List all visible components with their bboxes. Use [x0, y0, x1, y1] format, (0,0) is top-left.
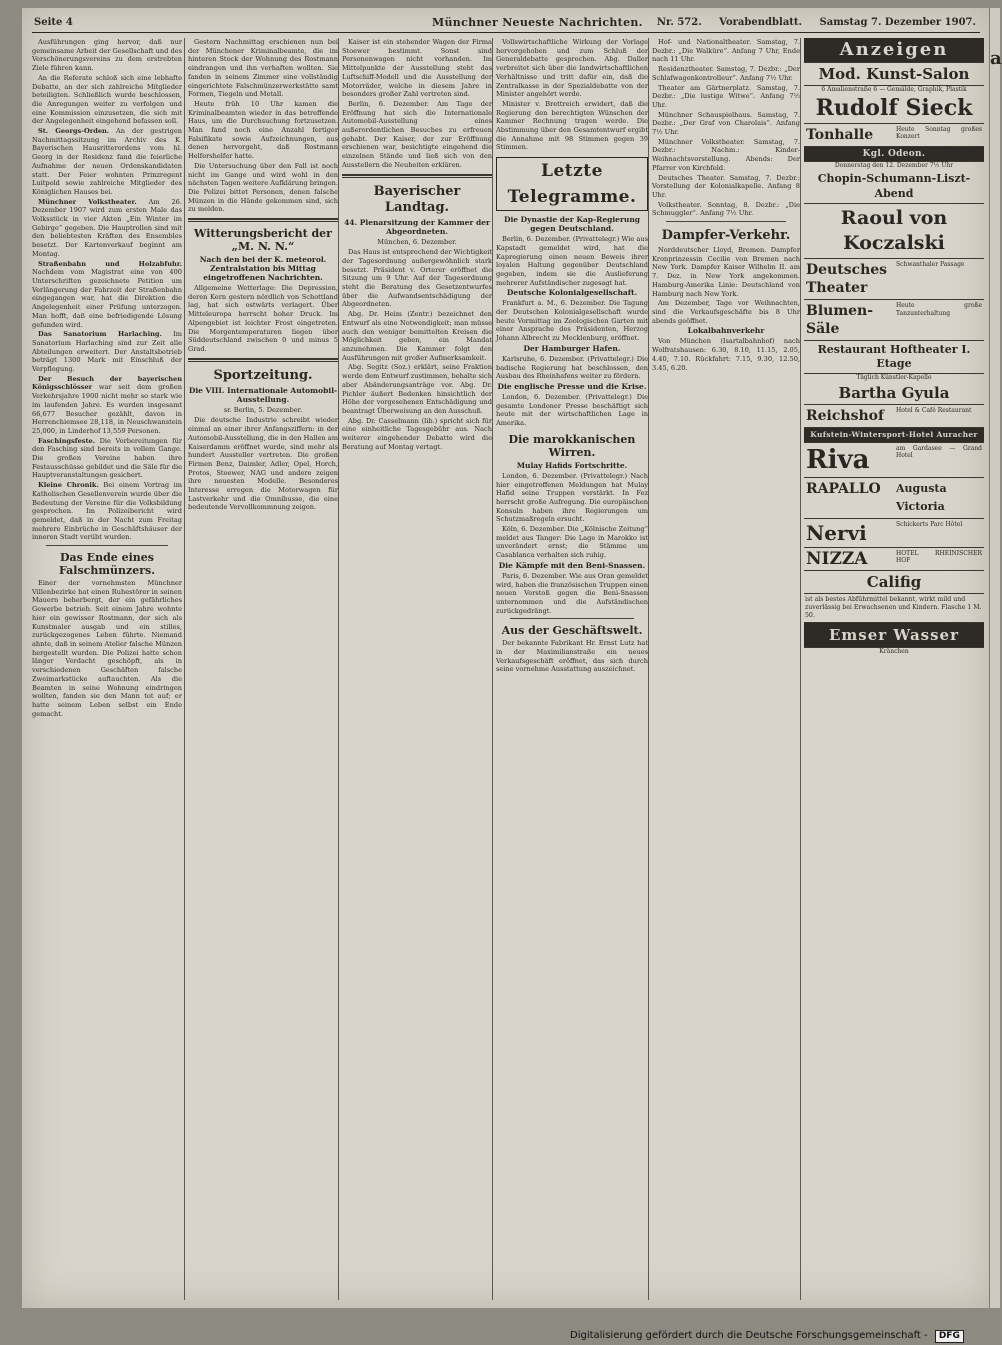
ad-reichshof: Reichshof Hotel & Café Restaurant: [804, 405, 984, 428]
article-text: Einer der vornehmsten Münchner Villenbezirke hat einen Ruhestörer in seinen Mauern beherbergt, der ein gefährliches Gewerbe betrieb. Seit einem Jahre wohnte hier ein gewisser Rostmann, der sich als Kunstmaler ausgab und ein stilles, zurückgezogenes Leben führte. Niemand ahnte, daß in seinem Atelier falsche Münzen hergestellt wurden. Die Polizei hatte schon länger Verdacht geschöpft, als in verschiedenen Geschäften falsche Zweimarkstücke auftauchten. Als die Beamten in seine Wohnung eindringen wollten, fanden sie den Mann tot auf; er hatte seinem Leben selbst ein Ende gemacht.: [32, 579, 182, 718]
newspaper-title: Münchner Neueste Nachrichten.: [432, 16, 643, 29]
ad-rudolf-sieck: Rudolf Sieck: [804, 94, 984, 124]
ad-nizza: NIZZA HOTEL RHEINISCHER HOF: [806, 548, 982, 569]
column-6-ads: [800, 38, 984, 1300]
article-text: Das Haus ist entsprechend der Wichtigkeit der Tagesordnung außergewöhnlich stark besetzt. Präsident v. Orterer eröffnet die Sitzung um 9 Uhr. Auf der Tagesordnung steht die Beratung des Gesetzentwurfes über die Aufwandsentschädigung der Abgeordneten.: [342, 248, 492, 309]
sport-headline: Sportzeitung.: [213, 367, 313, 383]
article-text: Ausführungen ging hervor, daß nur gemeinsame Arbeit der Gesellschaft und des Verschönerungsvereins zu dem erstrebten Ziele führen kann.: [32, 38, 182, 73]
divider: [46, 545, 168, 546]
digitization-footer: [570, 1330, 964, 1343]
weather-text: Allgemeine Wetterlage: Die Depression, deren Kern gestern nördlich von Schottland lag, hat sich ostwärts verlagert. Über Mitteleuropa herrscht hoher Druck. Im Alpengebiet ist leichter Frost eingetreten. Die Morgentemperaturen liegen über Süddeutschland zwischen 0 und minus 5 Grad.: [188, 284, 338, 353]
article-text: Kleine Chronik. Bei einem Vortrag im Katholischen Gesellenverein wurde über die Bedeutung der Vereine für die Volksbildung gesprochen. Im Polizeibericht wird gemeldet, daß in der Nacht zum Freitag mehrere Einbrüche in Geschäftshäuser der inneren Stadt verübt wurden.: [32, 481, 182, 542]
article-text: Gestern Nachmittag erschienen nun bei der Münchener Kriminalbeamte, die im hinteren Stock der Wohnung des Rostmann eindrangen und ihn verhaften wollten. Sie fanden in seinem Zimmer eine vollständig eingerichtete Falschmünzerwerkstätte samt Formen, Tiegeln und Metall.: [188, 38, 338, 99]
article-text: Minister v. Brettreich erwidert, daß die Regierung den berechtigten Wünschen der Kammer Rechnung tragen werde. Die Abstimmung über den Gesamtentwurf ergibt die Annahme mit 98 Stimmen gegen 39 Stimmen.: [496, 99, 648, 152]
article-text: Heute früh 10 Uhr kamen die Kriminalbeamten wieder in das betreffende Haus, um die Durchsuchung fortzusetzen. Man fand noch eine Anzahl fertiger Falsifikate sowie Aufzeichnungen, aus denen hervorgeht, daß Rostmann Helfershelfer hatte.: [188, 99, 338, 161]
newspaper-page: [22, 8, 990, 1308]
theater-listing: Münchner Volkstheater. Samstag, 7. Dezbr.: Nachm.: Kinder-Weihnachtsvorstellung. Abends: Der Pfarrer von Kirchfeld.: [652, 137, 800, 172]
ads-header: Anzeigen: [804, 38, 984, 63]
ad-emser-sub: Kränchen: [879, 647, 909, 655]
article-text: Die Untersuchung über den Fall ist noch nicht im Gange und wird wohl in den nächsten Tagen weitere Aufklärung bringen. Die Polizei bittet Personen, denen falsche Münzen in die Hände gekommen sind, sich zu melden.: [188, 161, 338, 214]
steamer-headline: Dampfer-Verkehr.: [661, 228, 791, 244]
column-5: [648, 38, 800, 1300]
telegrams-headline: Letzte Telegramme.: [496, 157, 648, 211]
ad-odeon: Kgl. Odeon.: [804, 147, 984, 162]
article-text: Abg. Segitz (Soz.) erklärt, seine Fraktion werde dem Entwurf zustimmen, behalte sich aber Abänderungsanträge vor. Abg. Dr. Pichler äußert Bedenken hinsichtlich der Höhe der vorgesehenen Entschädigung und beantragt Überweisung an den Ausschuß.: [342, 363, 492, 415]
ad-tonhalle: Tonhalle Heute Sonntag großes Konzert: [804, 124, 984, 147]
telegram-subhead: Die englische Presse und die Krise.: [497, 381, 647, 391]
article-text: Abg. Dr. Heim (Zentr.) bezeichnet den Entwurf als eine Notwendigkeit; man müsse auch den weniger bemittelten Kreisen die Möglichkeit geben, ein Mandat anzunehmen. Die Kammer folgt den Ausführungen mit großer Aufmerksamkeit.: [342, 310, 492, 362]
article-text: Berlin, 6. Dezember. Am Tage der Eröffnung hat sich die Internationale Automobil-Ausstellung eines außerordentlichen Besuches zu erfreuen gehabt. Der Kaiser, der zur Eröffnung erschienen war, besichtigte eingehend die einzelnen Stände und ließ sich von den Ausstellern die Neuheiten erklären.: [342, 99, 492, 169]
issue-number: Nr. 572.: [656, 17, 702, 28]
masthead: [32, 14, 980, 33]
footer-text: Digitalisierung gefördert durch die Deutsche Forschungsgemeinschaft -: [570, 1330, 928, 1341]
dfg-logo-icon: DFG: [935, 1330, 964, 1343]
ad-nervi: Nervi Schickerts Parc Hôtel: [804, 519, 984, 548]
divider: [188, 358, 338, 362]
dateline: München, 6. Dezember.: [377, 237, 457, 246]
weather-subhead: Nach den bei der K. meteorol. Zentralstation bis Mittag eingetroffenen Nachrichten.: [199, 255, 327, 283]
edition-label: Vorabendblatt.: [719, 17, 803, 28]
theater-listing: Deutsches Theater. Samstag, 7. Dezbr.: Vorstellung der Kolonialkapelle. Anfang 8 Uhr.: [652, 173, 800, 199]
theater-listing: Residenztheater. Samstag, 7. Dezbr.: „Der Schlafwagenkontrolleur“. Anfang 7½ Uhr.: [652, 65, 800, 82]
page-number: Seite 4: [34, 17, 73, 28]
column-4: [492, 38, 648, 1300]
telegram-text: London, 6. Dezember. (Privattelegr.) Die gesamte Londoner Presse beschäftigt sich heute mit der wirtschaftlichen Lage in Amerika.: [496, 392, 648, 428]
weather-headline: Witterungsbericht der „M. N. N.“: [194, 227, 332, 254]
article-subhead: Der Besuch der bayerischen Königsschlösser: [32, 374, 182, 392]
ad-emser-wasser: Emser Wasser: [804, 623, 984, 648]
sport-subhead: Die VIII. Internationale Automobil-Ausstellung.: [188, 385, 338, 404]
theater-listing: Volkstheater. Sonntag, 8. Dezbr.: „Die Schmuggler“. Anfang 7½ Uhr.: [652, 200, 800, 218]
divider: [188, 218, 338, 222]
article-subhead: Münchner Volkstheater.: [38, 197, 137, 206]
steamer-text: Norddeutscher Lloyd, Bremen. Dampfer Kronprinzessin Cecilie von Bremen nach New York. Dampfer Kaiser Wilhelm II. am 7. Dez. in New York angekommen. Hamburg-Amerika Linie: Deutschland von Hamburg nach New York.: [652, 246, 800, 298]
theater-listing: Hof- und Nationaltheater. Samstag, 7. Dezbr.: „Die Walküre“. Anfang 7 Uhr, Ende nach 11 Uhr.: [652, 38, 800, 64]
issue-info: [643, 17, 976, 28]
ad-deutsches-theater: Deutsches Theater Schwanthaler Passage: [804, 259, 984, 300]
ad-blumen-saele: Blumen-Säle Heute große Tanzunterhaltung: [804, 300, 984, 341]
divider: [510, 618, 634, 619]
notice-text: Am Dezember, Tage vor Weihnachten, sind die Verkaufsgeschäfte bis 8 Uhr abends geöffnet.: [652, 299, 800, 325]
morocco-subhead: Die Kämpfe mit den Beni-Snassen.: [498, 560, 646, 570]
article-text: St. Georgs-Orden. An der gestrigen Nachmittagssitzung im Archiv des K. Bayerischen Hausritterordens vom hl. Georg in der Residenz fand die feierliche Aufnahme der neuen Ordenskandidaten statt. Der Feier wohnten Prinzregent Luitpold sowie zahlreiche Mitglieder des Königlichen Hauses bei.: [32, 127, 182, 196]
ad-odeon-sub: Donnerstag den 12. Dezember 7½ Uhr: [834, 161, 954, 169]
ad-chopin-abend: Chopin-Schumann-Liszt-Abend: [804, 169, 984, 204]
telegram-subhead: Die Dynastie der Kap-Regierung gegen Deutschland.: [503, 215, 641, 234]
morocco-subhead: Mulay Hafids Fortschritte.: [516, 460, 628, 470]
landtag-subhead: 44. Plenarsitzung der Kammer der Abgeordneten.: [344, 217, 490, 236]
article-text: Straßenbahn und Holzabfuhr. Nachdem vom Magistrat eine von 400 Unterschriften gezeichnete Petition um Verlängerung der Fahrzeit der Straßenbahn eingegangen war, hat die Direktion die Angelegenheit einer Prüfung unterzogen. Man hofft, daß eine befriedigende Lösung gefunden wird.: [32, 259, 182, 329]
column-1: [32, 38, 182, 1300]
article-text: Faschingsfeste. Die Vorbereitungen für den Fasching sind bereits in vollem Gange. Die großen Vereine haben ihre Festausschüsse gebildet und die Säle für die Hauptveranstaltungen gesichert.: [32, 436, 182, 480]
ad-kufstein: Kufstein-Wintersport-Hotel Auracher: [804, 428, 984, 443]
article-text: Abg. Dr. Casselmann (lib.) spricht sich für eine einheitliche Tagesgebühr aus. Nach weiterer eingehender Debatte wird die Beratung auf Montag vertagt.: [342, 416, 492, 451]
telegram-text: Köln, 6. Dezember. Die „Kölnische Zeitung“ meldet aus Tanger: Die Lage in Marokko ist unverändert ernst; die Stämme um Casablanca verhalten sich ruhig.: [496, 525, 648, 560]
article-text: Der Besuch der bayerischen Königsschlösser war seit dem großen Verkehrsjahre 1900 nicht mehr so stark wie im laufenden Jahre. Es wurden insgesamt 66,677 Besucher gezählt, davon in Herrenchiemsee 28,118, in Neuschwanstein 25,000, in Linderhof 13,559 Personen.: [32, 374, 182, 435]
ad-califig: Califig: [804, 571, 984, 594]
ad-koczalski: Raoul von Koczalski: [804, 204, 984, 259]
morocco-headline: Die marokkanischen Wirren.: [508, 432, 636, 459]
ad-kunst-salon: Mod. Kunst-Salon: [804, 63, 984, 86]
article-headline: Das Ende eines Falschmünzers.: [58, 551, 156, 578]
telegram-subhead: Der Hamburger Hafen.: [523, 343, 621, 353]
article-text: An die Referate schloß sich eine lebhafte Debatte, an der sich zahlreiche Mitglieder beteiligten. Schließlich wurde beschlossen, die Anregungen weiter zu verfolgen und eine Kommission einzusetzen, die sich mit der Angelegenheit eingehend befassen soll.: [32, 73, 182, 126]
ad-restaurant: Restaurant Hoftheater I. Etage: [804, 341, 984, 374]
article-subhead: Kleine Chronik.: [38, 481, 99, 490]
article-subhead: Das Sanatorium Harlaching.: [38, 330, 162, 339]
landtag-headline: Bayerischer Landtag.: [373, 183, 461, 215]
business-headline: Aus der Geschäftswelt.: [501, 624, 643, 638]
telegram-text: Frankfurt a. M., 6. Dezember. Die Tagung der Deutschen Kolonialgesellschaft wurde heute Vormittag im Zoologischen Garten mit einer Ansprache des Präsidenten, Herzog Johann Albrecht zu Mecklenburg, eröffnet.: [496, 299, 648, 343]
ad-riva: Riva am Gardasee — Grand Hotel: [804, 443, 984, 478]
telegram-text: London, 6. Dezember. (Privattelegr.) Nach hier eingetroffenen Meldungen hat Mulay Hafid seine Truppen verstärkt. In Fez herrscht große Aufregung. Die europäischen Konsuln haben ihre Regierungen um Schutzmaßregeln ersucht.: [496, 471, 648, 524]
ad-bartha-gyula: Bartha Gyula: [804, 382, 984, 405]
article-text: Kaiser ist ein stehender Wagen der Firma Stoewer bestimmt. Sonst sind Personenwagen nicht vorhanden. Im Mittelpunkte der Ausstellung steht das Luftschiff-Modell und die Ausstellung der Motorräder, welche in diesem Jahre in besonders großer Zahl vertreten sind.: [342, 38, 492, 99]
edge-letter: a: [990, 48, 1002, 69]
article-text: Das Sanatorium Harlaching. Im Sanatorium Harlaching sind zur Zeit alle Abteilungen erweitert. Der Anstaltsbetrieb beträgt 1300 Mark mit Einschluß der Verpflegung.: [32, 330, 182, 374]
ad-rapallo: RAPALLO Augusta Victoria: [804, 478, 984, 519]
ad-kunst-salon-sub: 6 Amalienstraße 6 — Gemälde, Graphik, Plastik: [821, 86, 967, 93]
divider: [342, 174, 492, 178]
theater-listing: Münchner Schauspielhaus. Samstag, 7. Dezbr.: „Der Graf von Charolais“. Anfang 7½ Uhr.: [652, 110, 800, 137]
telegram-subhead: Deutsche Kolonialgesellschaft.: [506, 288, 638, 298]
article-text: Vollswirtschaftliche Wirkung der Vorlage hervorgehoben und zum Schluß der Generaldebatte gesprochen. Abg. Daller verbreitet sich über die landwirtschaftlichen Verhältnisse und tritt dafür ein, daß die Zentralkasse in der Spezialdebatte von der Minister angehört werde.: [496, 38, 648, 99]
sport-text: Die deutsche Industrie schreibt wieder einmal an einer ihrer Anfangsziffern: in der Automobil-Ausstellung, die in den Hallen am Kaiserdamm eröffnet wurde, sind mehr als hundert Aussteller vertreten. Die großen Firmen Benz, Daimler, Adler, Opel, Horch, Protos, Stoewer, NAG und andere zeigen ihre neuesten Modelle. Besonderes Interesse erregen die Motorwagen für Lastverkehr und die Omnibusse, die eine bedeutende Vervollkommnung zeigen.: [188, 416, 338, 512]
column-3: [338, 38, 492, 1300]
issue-date: Samstag 7. Dezember 1907.: [819, 17, 976, 28]
telegram-text: Berlin, 6. Dezember. (Privattelegr.) Wie aus Kapstadt gemeldet wird, hat die Kapregierung einen neuen Beweis ihrer loyalen Haltung gegenüber Deutschland gegeben, indem sie die Auslieferung mehrerer Aufständischer zugesagt hat.: [496, 235, 648, 287]
article-subhead: Faschingsfeste.: [38, 436, 96, 445]
column-2: [184, 38, 338, 1300]
article-text: Münchner Volkstheater. Am 26. Dezember 1907 wird zum ersten Male das Volksstück in vier Akten „Ein Winter im Gebirge“ gegeben. Die Hauptrollen sind mit den beliebtesten Kräften des Ensembles besetzt. Der Kartenverkauf beginnt am Montag.: [32, 197, 182, 258]
article-subhead: St. Georgs-Orden.: [38, 127, 110, 136]
business-text: Der bekannte Fabrikant Hr. Ernst Lutz hat in der Maximilianstraße ein neues Verkaufsgeschäft eröffnet, das sich durch seine vornehme Ausstattung auszeichnet.: [496, 639, 648, 674]
telegram-text: Karlsruhe, 6. Dezember. (Privattelegr.) Die badische Regierung hat beschlossen, den Ausbau des Rheinhafens weiter zu fördern.: [496, 354, 648, 381]
ad-califig-text: ist als bestes Abführmittel bekannt, wirkt mild und zuverlässig bei Erwachsenen und Kindern. Flasche 1 M. 50.: [804, 594, 984, 623]
rail-headline: Lokalbahnverkehr: [687, 326, 765, 336]
telegram-text: Paris, 6. Dezember. Wie aus Oran gemeldet wird, haben die französischen Truppen einen neuen Vorstoß gegen die Beni-Snassen unternommen und die Aufständischen zurückgedrängt.: [496, 571, 648, 615]
divider: [666, 221, 786, 222]
ad-restaurant-sub: Täglich Künstler-Kapelle: [856, 374, 932, 381]
theater-listing: Theater am Gärtnerplatz. Samstag, 7. Dezbr.: „Die lustige Witwe“. Anfang 7½ Uhr.: [652, 83, 800, 109]
article-subhead: Straßenbahn und Holzabfuhr.: [38, 259, 182, 268]
rail-text: Von München (Isartalbahnhof) nach Wolfratshausen: 6.30, 8.10, 11.15, 2.05, 4.40, 7.10. Rückfahrt: 7.15, 9.30, 12.50, 3.45, 6.20.: [652, 337, 800, 372]
adjacent-page-edge: [989, 8, 1000, 1308]
dateline: sr. Berlin, 5. Dezember.: [223, 405, 303, 414]
